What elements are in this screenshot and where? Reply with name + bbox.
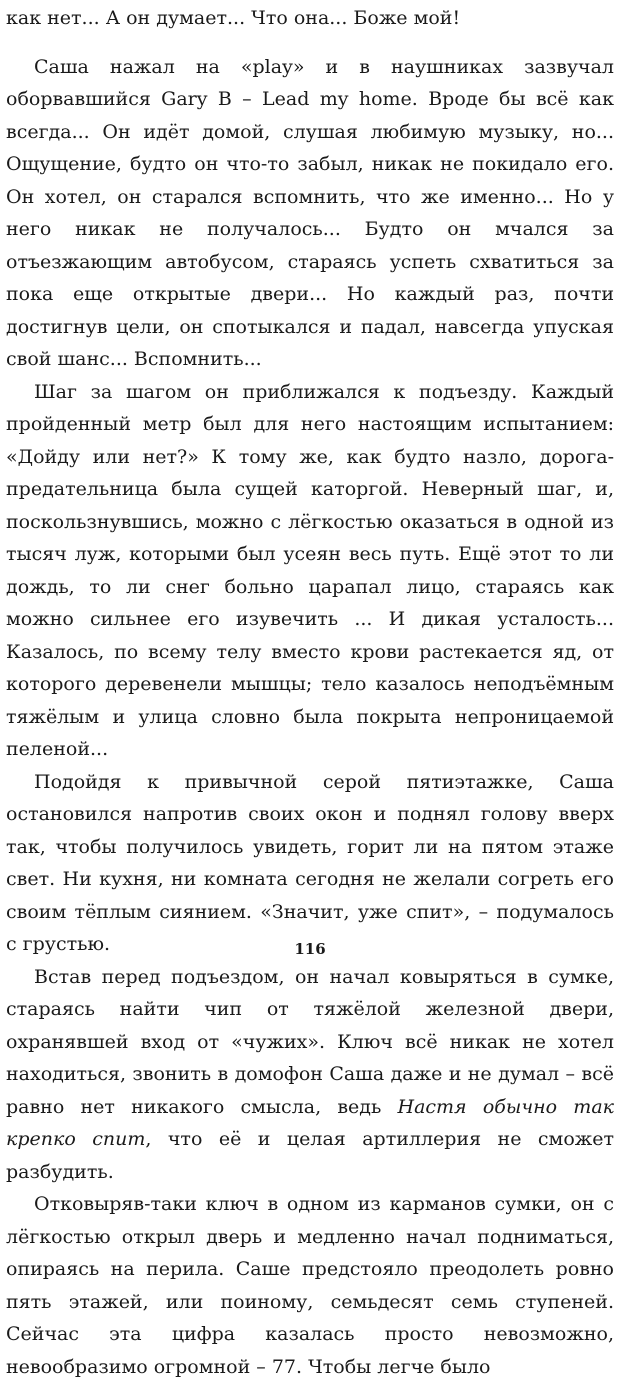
paragraph-1: как нет... А он думает... Что она... Боже мой! xyxy=(6,7,461,29)
paragraph-4: Подойдя к привычной серой пятиэтажке, Саша остановился напротив своих окон и поднял голову вверх так, чтобы получилось увидеть, горит ли на пятом этаже свет. Ни кухня, ни комната сегодня не желали согреть его своим тёплым сиянием. «Значит, уже спит», – подумалось с грустью. xyxy=(6,770,614,955)
page-number: 116 xyxy=(294,940,326,958)
paragraph-5-text-after: , что её и целая артиллерия не сможет разбудить. xyxy=(6,1128,614,1183)
paragraph-3: Шаг за шагом он приближался к подъезду. Каждый пройденный метр был для него настоящим испытанием: «Дойду или нет?» К тому же, как будто назло, дорога-предательница была сущей каторгой. Неверный шаг, и, поскользнувшись, можно с лёгкостью оказаться в одной из тысяч луж, которыми был усеян весь путь. Ещё этот то ли дождь, то ли снег больно царапал лицо, стараясь как можно сильнее его изувечить ... И дикая усталость... Казалось, по всему телу вместо крови растекается яд, от которого деревенели мышцы; тело казалось неподъёмным тяжёлым и улица словно была покрыта непроницаемой пеленой... xyxy=(6,380,614,760)
paragraph-5-italic: Настя обычно так крепко спит xyxy=(6,1095,614,1150)
paragraph-2: Саша нажал на «play» и в наушниках зазвучал оборвавшийся Gary B – Lead my home. Вроде бы всё как всегда... Он идёт домой, слушая любимую музыку, но... Ощущение, будто он что-то забыл, никак не покидало его. Он хотел, он старался вспомнить, что же именно... Но у него никак не получалось... Будто он мчался за отъезжающим автобусом, стараясь успеть схватиться за пока еще открытые двери... Но каждый раз, почти достигнув цели, он спотыкался и падал, навсегда упуская свой шанс... Вспомнить... xyxy=(6,55,614,370)
paragraph-5 xyxy=(6,961,614,1189)
paragraph-6: Отковыряв-таки ключ в одном из карманов сумки, он с лёгкостью открыл дверь и медленно начал подниматься, опираясь на перила. Саше предстояло преодолеть ровно пять этажей, или поиному, семьдесят семь ступеней. Сейчас эта цифра казалась просто невозможно, невообразимо огромной – 77. Чтобы легче было xyxy=(6,1193,614,1378)
paragraph-5-text-before: Встав перед подъездом, он начал ковыряться в сумке, стараясь найти чип от тяжёлой железной двери, охранявшей вход от «чужих». Ключ всё никак не хотел находиться, звонить в домофон Саша даже и не думал – всё равно нет никакого смысла, ведь xyxy=(6,965,614,1118)
